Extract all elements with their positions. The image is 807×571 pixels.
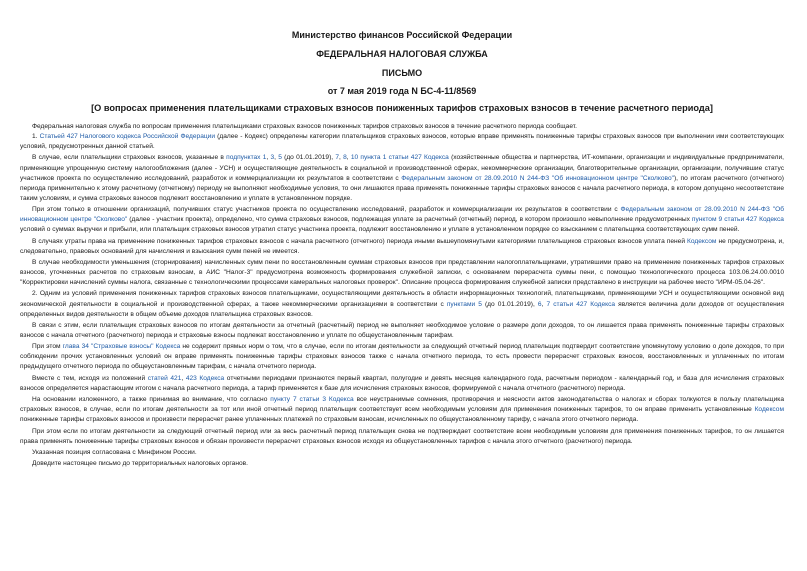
law-reference-link[interactable]: 10 пункта 1 статьи 427 Кодекса xyxy=(350,154,449,162)
paragraph-text: 2. Одним из условий применения пониженных тарифов страховых взносов плательщиками, осуществляющими деятельность в области информационных технологий, плательщиками, применяющими УСН и осуществляющими основной вид экономической деятельности в социальной и производственной сферах, а также некоммерческими организациями в соответствии с xyxy=(20,290,784,308)
paragraph xyxy=(20,395,784,425)
law-reference-link[interactable]: 8 xyxy=(343,154,347,162)
law-reference-link[interactable]: Федеральным законом от 28.09.2010 N 244-ФЗ "Об инновационном центре "Сколково" xyxy=(401,174,674,182)
service-title: ФЕДЕРАЛЬНАЯ НАЛОГОВАЯ СЛУЖБА xyxy=(316,49,488,59)
paragraph-text: (до 01.01.2019), xyxy=(481,300,538,308)
paragraph xyxy=(20,448,784,458)
paragraph xyxy=(20,289,784,319)
law-reference-link[interactable]: статей 421 xyxy=(147,374,182,382)
paragraph-text: , xyxy=(274,154,279,162)
paragraph-text: , xyxy=(541,300,547,308)
document xyxy=(20,30,784,471)
paragraph-text: , xyxy=(339,154,344,162)
paragraph xyxy=(20,321,784,341)
paragraph-text: В связи с этим, если плательщик страховых взносов по итогам деятельности за отчетный (расчетный) период не выполняет необходимое условие о размере доли доходов, то он лишается права применять пониженные тарифы страховых взносов с начала отчетного (расчетного) периода и страховые взносы подлежат восстановлению и уплате по общеустановленным тарифам. xyxy=(20,321,784,339)
paragraph xyxy=(20,427,784,447)
law-reference-link[interactable]: пунктом 9 статьи 427 Кодекса xyxy=(691,216,784,224)
paragraph-text: пониженные тарифы страховых взносов и произвести перерасчет ранее уплаченных платежей по страховым взносам, исчисленных по общеустановленному тарифу, с начала этого отчетного периода. xyxy=(20,416,639,424)
doc-subject: [О вопросах применения плательщиками страховых взносов пониженных тарифов страховых взносов в течение расчетного периода] xyxy=(91,103,713,113)
paragraph-text: В случае, если плательщики страховых взносов, указанные в xyxy=(32,154,227,162)
law-reference-link[interactable]: Статьей 427 Налогового кодекса Российской Федерации xyxy=(39,133,216,141)
law-reference-link[interactable]: 423 Кодекса xyxy=(185,374,225,382)
document-body xyxy=(20,122,784,469)
paragraph-text: не предусмотрена, и, следовательно, правовых оснований для начисления и взыскания сумм пеней не имеется. xyxy=(20,237,784,255)
law-reference-link[interactable]: 6 xyxy=(537,300,542,308)
paragraph-text: В случаях утраты права на применение пониженных тарифов страховых взносов с начала расчетного (отчетного) периода иными вышеупомянутыми категориями плательщиков страховых взносов уплата пеней xyxy=(32,237,688,245)
law-reference-link[interactable]: Федеральным законом от 28.09.2010 N 244-ФЗ "Об инновационном центре "Сколково" xyxy=(20,206,784,224)
ministry-title: Министерство финансов Российской Федерации xyxy=(291,30,513,40)
law-reference-link[interactable]: 5 xyxy=(278,154,282,162)
law-reference-link[interactable]: пунктами 5 xyxy=(446,300,482,308)
doc-type: ПИСЬМО xyxy=(381,68,423,78)
paragraph-text: (хозяйственные общества и партнерства, ИТ-компании, организации и индивидуальные предприниматели, применяющие упрощенную систему налогообложения (далее - УСН) и осуществляющие деятельность в социальной и производственной сферах, некоммерческие организации, благотворительные организации, организации, получившие статус участников проекта по осуществлению исследований, разработок и коммерциализации их результатов в соответствии с xyxy=(20,154,784,182)
paragraph-text: Доведите настоящее письмо до территориальных налоговых органов. xyxy=(32,460,248,468)
paragraph-text: В случае необходимости уменьшения (сторнирования) начисленных сумм пени по восстановленным суммам страховых взносов при представлении налогоплательщиками, утратившими право на применение пониженных тарифов страховых взносов, уточненных расчетов по страховым взносам, в АИС "Налог-3" предусмотрена возможность формирования служебной записки, с основанием перерасчета суммы пени, с помощью технологического процесса 103.06.24.00.0010 "Корректировки начислений суммы налога, связанные с технологическими процессами камеральных налоговых проверок". Описание процесса формирования служебной записки представлено в инструкции на рабочее место "ИРМ-05.04-26". xyxy=(20,258,784,287)
paragraph xyxy=(20,342,784,372)
paragraph xyxy=(20,374,784,394)
paragraph-text: При этом xyxy=(32,343,63,351)
paragraph-text: является величина доли доходов от осуществления определенных видов деятельности в общем объеме доходов плательщика страховых взносов. xyxy=(20,300,784,318)
paragraph xyxy=(20,205,784,235)
paragraph-text: не содержит прямых норм о том, что в случае, если по итогам деятельности за следующий отчетный период плательщик подтвердит соответствие упомянутому условию о доле доходов, то при соблюдении прочих установленных условий он вправе применять пониженные тарифы страховых взносов также с начала отчетного периода, то есть провести перерасчет страховых взносов, восстановленных и уплаченных по итогам предыдущего отчетного периода по общеустановленным тарифам, с начала отчетного периода. xyxy=(20,343,784,371)
paragraph-text: условий о суммах выручки и прибыли, или плательщик страховых взносов утратил статус участника проекта, подлежит восстановлению и уплате в установленном порядке со взысканием с плательщика соответствующих сумм пеней. xyxy=(20,226,740,234)
paragraph-text: (далее - участник проекта), определено, что сумма страховых взносов, подлежащая уплате за расчетный (отчетный) период, в котором произошло невыполнение предусмотренных xyxy=(127,216,692,224)
paragraph-text: , xyxy=(346,154,351,162)
law-reference-link[interactable]: 3 xyxy=(270,154,275,162)
paragraph-text: При этом только в отношении организаций, получивших статус участников проекта по осуществлению исследований, разработок и коммерциализации их результатов в соответствии с xyxy=(32,206,621,214)
paragraph-text: отчетными периодами признаются первый квартал, полугодие и девять месяцев календарного года, расчетным периодом - календарный год, и база для исчисления страховых взносов определяется нарастающим итогом с начала расчетного периода, а тариф применяется к базе для исчисления страховых взносов, формируемой с начала отчетного (расчетного) периода. xyxy=(20,374,784,392)
paragraph-text: , xyxy=(181,374,186,382)
paragraph xyxy=(20,237,784,257)
law-reference-link[interactable]: Кодексом xyxy=(687,237,717,245)
law-reference-link[interactable]: 7 статьи 427 Кодекса xyxy=(546,300,616,308)
paragraph-text: (до 01.01.2019), xyxy=(281,154,336,162)
paragraph-text: Федеральная налоговая служба по вопросам применения плательщиками страховых взносов пониженных тарифов страховых взносов в течение расчетного периода сообщает. xyxy=(32,123,577,130)
paragraph xyxy=(20,459,784,469)
paragraph-text: 1. xyxy=(32,133,40,141)
paragraph-text: (далее - Кодекс) определены категории плательщиков страховых взносов, которые вправе применять пониженные тарифы страховых взносов при выполнении ими соответствующих условий, предусмотренных данной статьей. xyxy=(20,133,784,151)
paragraph xyxy=(20,122,784,132)
law-reference-link[interactable]: глава 34 "Страховые взносы" Кодекса xyxy=(62,343,181,351)
paragraph xyxy=(20,258,784,288)
law-reference-link[interactable]: подпунктах 1 xyxy=(226,154,267,162)
law-reference-link[interactable]: Кодексом xyxy=(754,406,784,414)
paragraph xyxy=(20,153,784,203)
law-reference-link[interactable]: пункту 7 статьи 3 Кодекса xyxy=(270,396,354,404)
law-reference-link[interactable]: 7 xyxy=(335,154,340,162)
paragraph-text: При этом если по итогам деятельности за следующий отчетный период или за весь расчетный период плательщик снова не подтверждает соответствие всем необходимым условиям для применения пониженных тарифов, то он лишается права применять пониженные тарифы страховых взносов и обязан произвести перерасчет страховых взносов исходя из общеустановленных тарифов с начала этого отчетного (расчетного) периода. xyxy=(20,427,784,445)
paragraph-text: все неустранимые сомнения, противоречия и неясности актов законодательства о налогах и сборах толкуются в пользу плательщика страховых взносов, в случае, если по итогам деятельности за тот или иной отчетный период плательщик соответствует всем необходимым условиям для применения пониженных тарифов, то он вправе применить установленные xyxy=(20,396,784,414)
doc-date-number: от 7 мая 2019 года N БС-4-11/8569 xyxy=(327,86,477,96)
paragraph-text: , xyxy=(266,154,271,162)
paragraph-text: Указанная позиция согласована с Минфином России. xyxy=(32,448,197,456)
paragraph xyxy=(20,132,784,152)
paragraph-text: ), по итогам расчетного (отчетного) периода применительно к этому расчетному (отчетному) периоду не выполняют необходимые условия, то они лишаются права применять пониженные тарифы страховых взносов с начала расчетного периода, в котором допущено несоответствие таким условиям, и сумма страховых взносов подлежит восстановлению и уплате в установленном порядке. xyxy=(20,174,784,202)
paragraph-text: На основании изложенного, а также принимая во внимание, что согласно xyxy=(32,396,271,404)
paragraph-text: Вместе с тем, исходя из положений xyxy=(32,374,148,382)
